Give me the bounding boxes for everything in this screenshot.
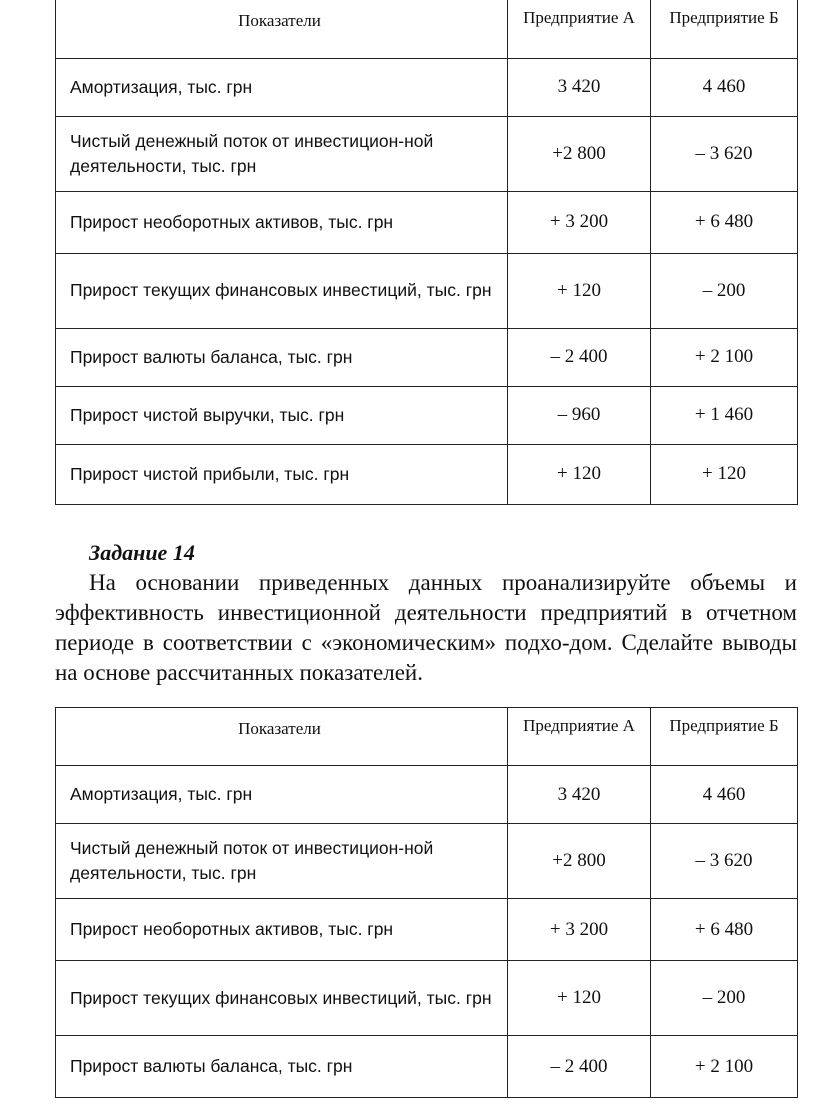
task-block xyxy=(55,538,797,688)
value-a: 3 420 xyxy=(508,58,651,116)
header-indicators: Показатели xyxy=(56,708,508,766)
table-row xyxy=(56,1036,798,1098)
value-b: 4 460 xyxy=(651,766,798,824)
value-b: + 6 480 xyxy=(651,899,798,961)
row-label: Прирост валюты баланса, тыс. грн xyxy=(56,1036,508,1098)
header-enterprise-a: Предприятие А xyxy=(508,0,651,58)
table-row xyxy=(56,386,798,444)
header-enterprise-a: Предприятие А xyxy=(508,708,651,766)
value-a: +2 800 xyxy=(508,824,651,899)
header-indicators: Показатели xyxy=(56,0,508,58)
row-label: Прирост валюты баланса, тыс. грн xyxy=(56,328,508,386)
row-label: Прирост необоротных активов, тыс. грн xyxy=(56,899,508,961)
row-label: Амортизация, тыс. грн xyxy=(56,766,508,824)
table-row xyxy=(56,961,798,1036)
table-row xyxy=(56,899,798,961)
row-label: Чистый денежный поток от инвестицион-ной деятельности, тыс. грн xyxy=(56,116,508,191)
value-b: + 2 100 xyxy=(651,328,798,386)
value-a: + 120 xyxy=(508,444,651,504)
value-a: + 3 200 xyxy=(508,899,651,961)
task-title: Задание 14 xyxy=(89,540,195,565)
row-label: Чистый денежный поток от инвестицион-ной деятельности, тыс. грн xyxy=(56,824,508,899)
value-a: 3 420 xyxy=(508,766,651,824)
header-enterprise-b: Предприятие Б xyxy=(651,708,798,766)
indicators-table-1 xyxy=(55,0,798,505)
value-a: + 120 xyxy=(508,961,651,1036)
table-row xyxy=(56,116,798,191)
table-row xyxy=(56,191,798,253)
table-header-row xyxy=(56,708,798,766)
task-text xyxy=(55,568,797,688)
row-label: Прирост текущих финансовых инвестиций, тыс. грн xyxy=(56,253,508,328)
value-a: – 960 xyxy=(508,386,651,444)
table-header-row xyxy=(56,0,798,58)
indicators-table-2 xyxy=(55,707,798,1098)
row-label: Прирост чистой прибыли, тыс. грн xyxy=(56,444,508,504)
table-row xyxy=(56,328,798,386)
value-b: + 1 460 xyxy=(651,386,798,444)
row-label: Амортизация, тыс. грн xyxy=(56,58,508,116)
header-enterprise-b: Предприятие Б xyxy=(651,0,798,58)
task-text-content: На основании приведенных данных проанализируйте объемы и эффективность инвестиционной деятельности предприятий в отчетном периоде в соответствии с «экономическим» подхо-дом. Сделайте выводы на основе рассчитанных показателей. xyxy=(55,570,797,685)
table-row xyxy=(56,444,798,504)
value-b: 4 460 xyxy=(651,58,798,116)
table-row xyxy=(56,824,798,899)
table-row xyxy=(56,58,798,116)
value-b: + 6 480 xyxy=(651,191,798,253)
value-b: – 3 620 xyxy=(651,116,798,191)
row-label: Прирост текущих финансовых инвестиций, тыс. грн xyxy=(56,961,508,1036)
row-label: Прирост необоротных активов, тыс. грн xyxy=(56,191,508,253)
value-a: – 2 400 xyxy=(508,328,651,386)
value-a: + 3 200 xyxy=(508,191,651,253)
value-b: – 200 xyxy=(651,961,798,1036)
value-b: – 3 620 xyxy=(651,824,798,899)
value-a: + 120 xyxy=(508,253,651,328)
value-a: +2 800 xyxy=(508,116,651,191)
table-row xyxy=(56,766,798,824)
value-b: + 120 xyxy=(651,444,798,504)
value-a: – 2 400 xyxy=(508,1036,651,1098)
table-row xyxy=(56,253,798,328)
value-b: + 2 100 xyxy=(651,1036,798,1098)
value-b: – 200 xyxy=(651,253,798,328)
row-label: Прирост чистой выручки, тыс. грн xyxy=(56,386,508,444)
